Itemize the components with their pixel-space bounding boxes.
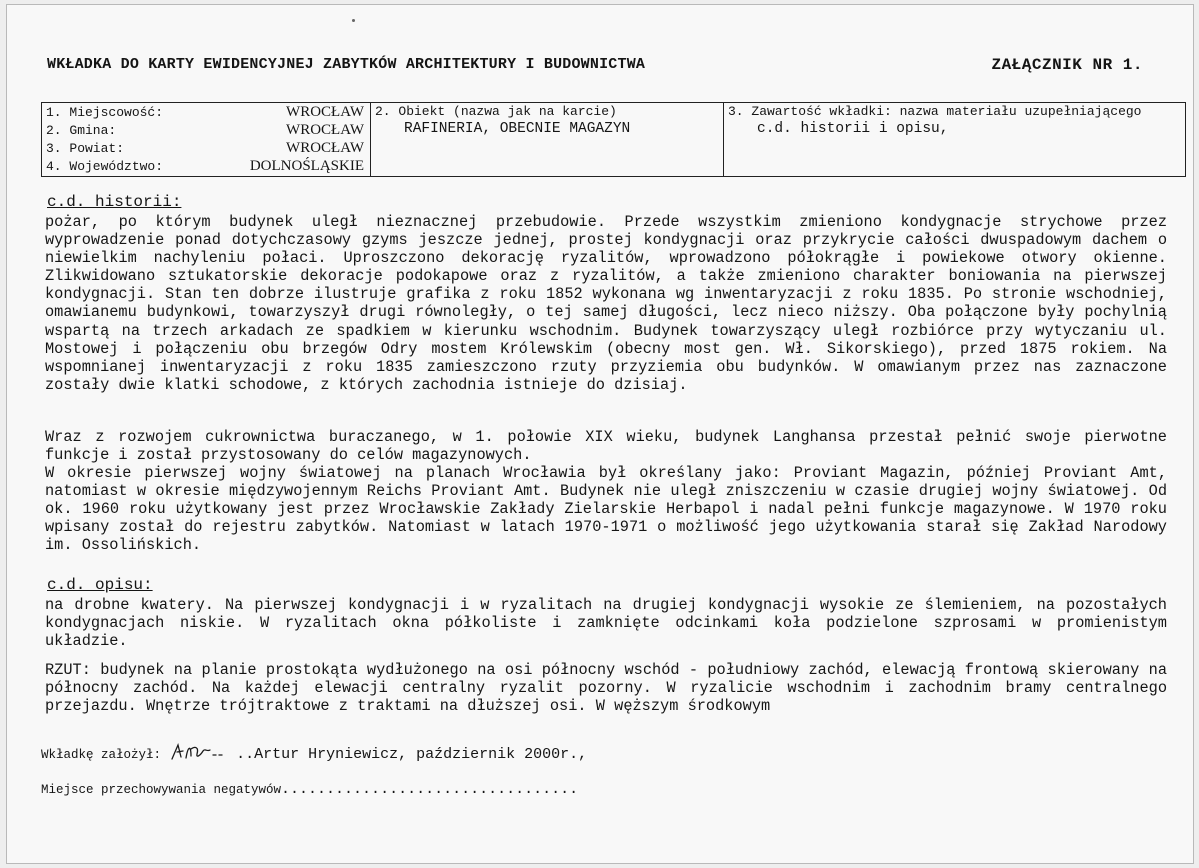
object-column <box>370 103 724 176</box>
location-row-commune <box>46 122 364 139</box>
description-paragraph: RZUT: budynek na planie prostokąta wydłużonego na osi północny wschód - południowy zachód, elewacją frontową skierowany na północny zachód. Na każdej elewacji centralny ryzalit pozorny. W ryzalicie wschodnim i zachodnim bramy centralnego przejazdu. Wnętrze trójtraktowe z traktami na dłuższej osi. W węższym środkowym <box>45 661 1167 716</box>
location-value: WROCŁAW <box>286 104 364 120</box>
history-paragraph: W okresie pierwszej wojny światowej na planach Wrocławia był określany jako: Proviant Magazin, później Proviant Amt, natomiast w okresie międzywojennym Reichs Proviant Amt. Budynek nie uległ zniszczeniu w czasie drugiej wojny światowej. Od ok. 1960 roku użytkowany jest przez Wrocławskie Zakłady Zielarskie Herbapol i nadal pełni funkcje magazynowe. W 1970 roku wpisany został do rejestru zabytków. Natomiast w latach 1970-1971 o możliwość jego użytkowania starał się Zakład Narodowy im. Ossolińskich. <box>45 464 1167 555</box>
negatives-storage-line <box>41 781 578 798</box>
location-value: WROCŁAW <box>286 140 364 156</box>
location-label: 1. Miejscowość: <box>46 105 164 120</box>
contents-label: 3. Zawartość wkładki: nazwa materiału uzupełniającego <box>728 104 1142 119</box>
object-value: RAFINERIA, OBECNIE MAGAZYN <box>404 121 631 137</box>
speck-mark <box>352 19 355 22</box>
location-column <box>42 103 371 176</box>
history-heading: c.d. historii: <box>47 193 182 211</box>
location-row-province <box>46 158 364 175</box>
info-table <box>41 102 1186 177</box>
contents-column <box>723 103 1185 176</box>
storage-dots: ................................. <box>281 781 579 798</box>
location-label: 4. Województwo: <box>46 159 164 174</box>
description-paragraph: na drobne kwatery. Na pierwszej kondygnacji i w ryzalitach na drugiej kondygnacji wysokie ze ślemieniem, na pozostałych kondygnacjach niskie. W ryzalitach okna półkoliste i zamknięte odcinkami koła podzielone szprosami w promienistym układzie. <box>45 596 1167 651</box>
inserted-by-value: ..Artur Hryniewicz, październik 2000r., <box>236 746 588 763</box>
history-paragraph: Wraz z rozwojem cukrownictwa buraczanego, w 1. połowie XIX wieku, budynek Langhansa przestał pełnić swoje pierwotne funkcje i został przystosowany do celów magazynowych. <box>45 428 1167 465</box>
location-row-district <box>46 140 364 157</box>
location-row-town <box>46 104 364 121</box>
document-title: WKŁADKA DO KARTY EWIDENCYJNEJ ZABYTKÓW ARCHITEKTURY I BUDOWNICTWA <box>47 56 646 73</box>
record-card <box>6 4 1194 864</box>
contents-value: c.d. historii i opisu, <box>757 121 949 137</box>
signature-icon <box>169 742 229 764</box>
location-value: DOLNOŚLĄSKIE <box>249 158 364 174</box>
location-label: 2. Gmina: <box>46 123 117 138</box>
location-value: WROCŁAW <box>286 122 364 138</box>
location-label: 3. Powiat: <box>46 141 125 156</box>
annex-label: ZAŁĄCZNIK NR 1. <box>991 56 1143 74</box>
history-paragraph: pożar, po którym budynek uległ nieznacznej przebudowie. Przede wszystkim zmieniono kondygnacje strychowe przez wyprowadzenie ponad dotychczasowy gzyms jeszcze jednej, prostej kondygnacji oraz przykrycie całości dwuspadowym dachem o niewielkim nachyleniu połaci. Uproszczono dekorację ryzalitów, wprowadzono półokrągłe i powiekowe otwory okienne. Zlikwidowano sztukatorskie dekoracje podokapowe oraz z ryzalitów, a także zmieniono charakter boniowania na pierwszej kondygnacji. Stan ten dobrze ilustruje grafika z roku 1852 wykonana wg inwentaryzacji z roku 1835. Po stronie wschodniej, omawianemu budynkowi, towarzyszył drugi równoległy, o tej samej długości, lecz nieco niższy. Oba połączone były pochylnią wspartą na trzech arkadach ze spadkiem w kierunku wschodnim. Budynek towarzyszący uległ rozbiórce przy wytyczaniu ul. Mostowej i połączeniu obu brzegów Odry mostem Królewskim (obecny most gen. Wł. Sikorskiego), przed 1875 rokiem. Na wspomnianej inwentaryzacji z roku 1835 zamieszczono rzuty przyziemia obu budynków. W omawianym przez nas zaznaczone zostały dwie klatki schodowe, z których zachodnia istnieje do dzisiaj. <box>45 213 1167 394</box>
object-label: 2. Obiekt (nazwa jak na karcie) <box>375 104 617 119</box>
inserted-by-line <box>41 742 587 764</box>
storage-label: Miejsce przechowywania negatywów <box>41 783 282 797</box>
description-heading: c.d. opisu: <box>47 576 153 594</box>
inserted-by-label: Wkładkę założył: <box>41 748 162 762</box>
